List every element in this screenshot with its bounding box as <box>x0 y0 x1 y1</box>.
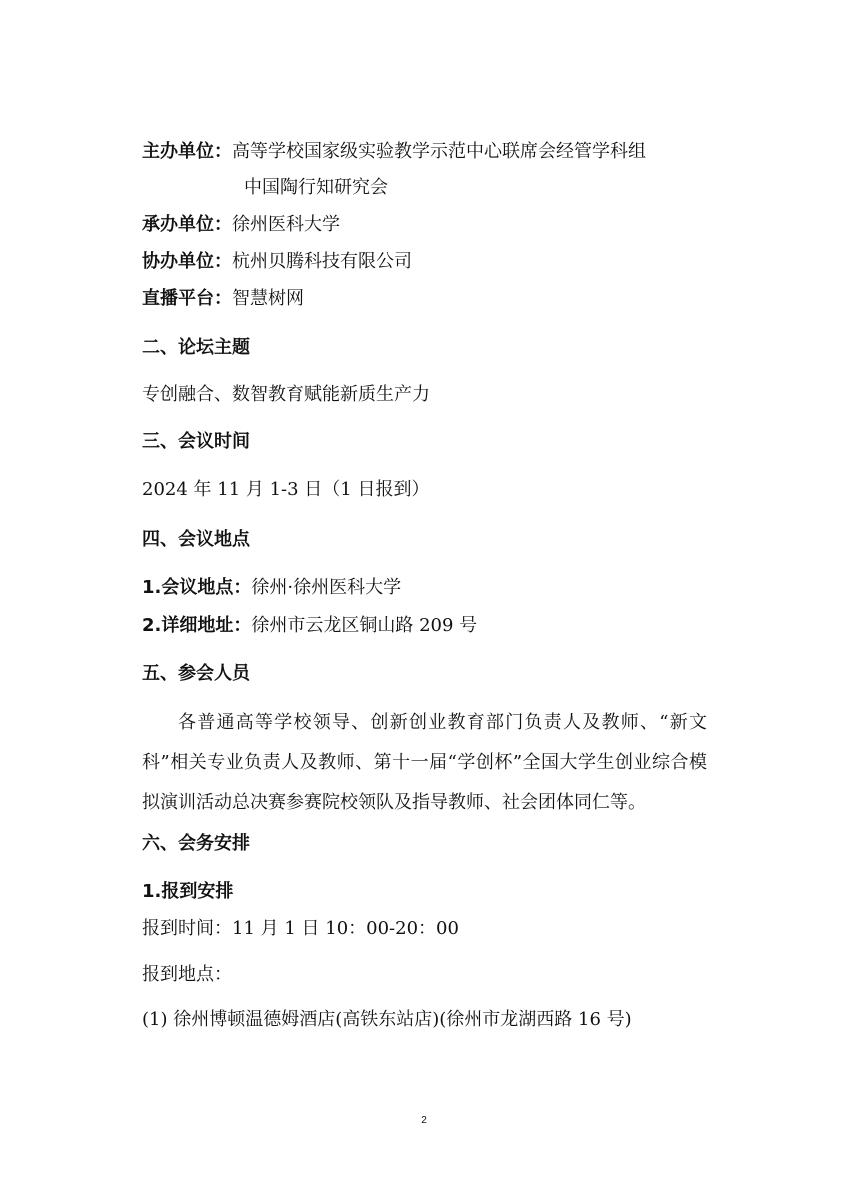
theme-text: 专创融合、数智教育赋能新质生产力 <box>142 384 430 405</box>
time-text: 2024 年 11 月 1-3 日（1 日报到） <box>142 479 430 500</box>
undertaker-line <box>142 213 340 237</box>
page-number: 2 <box>421 1115 427 1126</box>
registration-time: 报到时间：11 月 1 日 10：00-20：00 <box>142 918 459 939</box>
participants-heading: 五、参会人员 <box>142 663 250 684</box>
registration-place-label: 报到地点： <box>142 964 232 985</box>
co-organizer-label: 协办单位： <box>142 251 232 272</box>
live-platform-line <box>142 287 304 311</box>
undertaker-label: 承办单位： <box>142 214 232 235</box>
host-value-1: 高等学校国家级实验教学示范中心联席会经管学科组 <box>232 141 646 162</box>
co-organizer-value: 杭州贝腾科技有限公司 <box>232 251 412 272</box>
theme-heading: 二、论坛主题 <box>142 337 250 358</box>
host-line <box>142 140 646 164</box>
venue-item-1 <box>142 576 401 600</box>
co-organizer-line <box>142 250 412 274</box>
host-label: 主办单位： <box>142 141 232 162</box>
venue-item-1-value: 徐州·徐州医科大学 <box>251 577 402 598</box>
live-platform-value: 智慧树网 <box>232 288 304 309</box>
live-platform-label: 直播平台： <box>142 288 232 309</box>
host-value-2: 中国陶行知研究会 <box>244 177 388 198</box>
venue-item-2 <box>142 614 477 638</box>
registration-heading: 1.报到安排 <box>142 881 234 902</box>
participants-text: 各普通高等学校领导、创新创业教育部门负责人及教师、“新文科”相关专业负责人及教师、第十一届“学创杯”全国大学生创业综合模拟演训活动总决赛参赛院校领队及指导教师、社会团体同仁等。 <box>142 712 707 813</box>
venue-item-1-label: 1.会议地点： <box>142 577 252 598</box>
venue-item-2-value: 徐州市云龙区铜山路 209 号 <box>251 615 478 636</box>
time-heading: 三、会议时间 <box>142 431 250 452</box>
venue-heading: 四、会议地点 <box>142 529 250 550</box>
venue-item-2-label: 2.详细地址： <box>142 615 252 636</box>
arrangement-heading: 六、会务安排 <box>142 833 250 854</box>
registration-place-1: (1) 徐州博顿温德姆酒店(高铁东站店)(徐州市龙湖西路 16 号) <box>142 1009 632 1030</box>
undertaker-value: 徐州医科大学 <box>232 214 340 235</box>
